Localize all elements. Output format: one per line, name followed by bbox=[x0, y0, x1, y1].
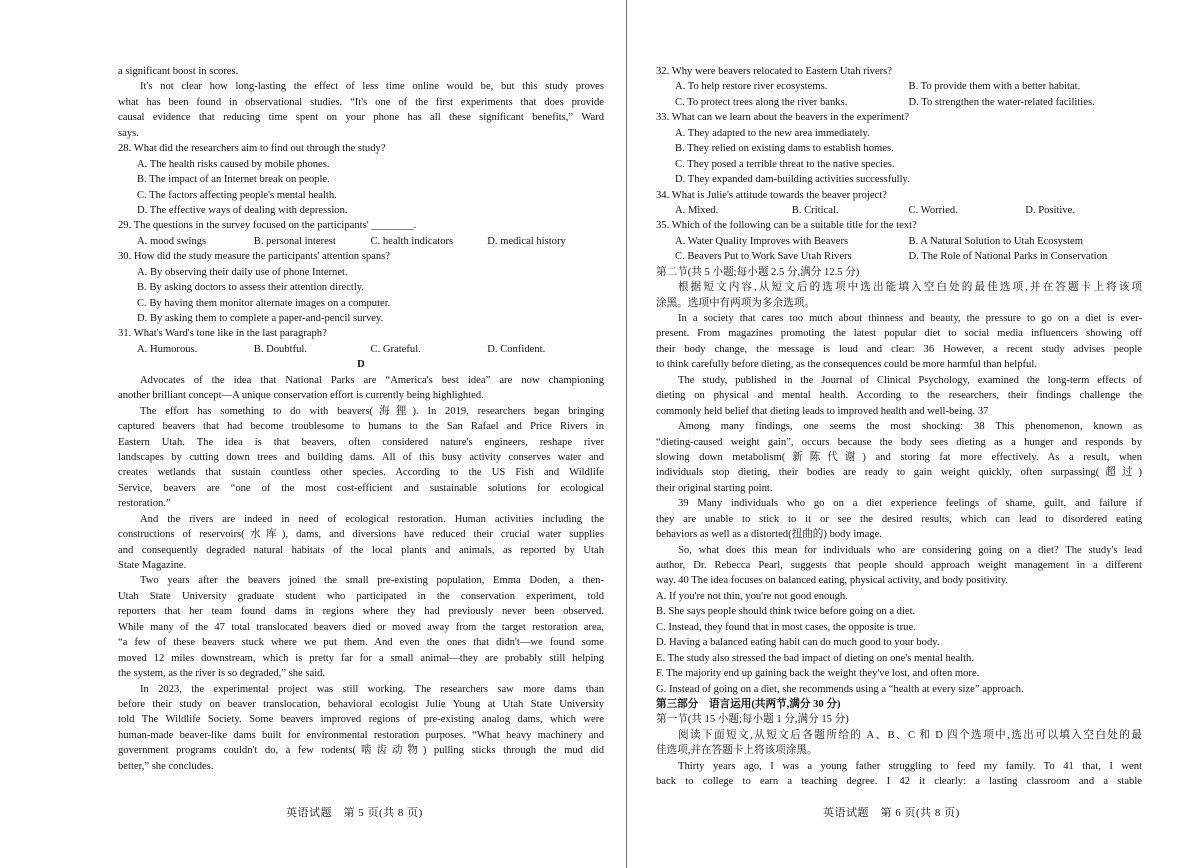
right-line: 32. Why were beavers relocated to Eastern Utah rivers? bbox=[656, 66, 893, 77]
left-line: human-made beaver-like dams built for environmental restoration purposes. “What heavy machinery and bbox=[118, 729, 604, 741]
right-line: 35. Which of the following can be a suitable title for the text? bbox=[656, 220, 917, 232]
right-line: their original starting point. bbox=[656, 482, 773, 494]
right-line: behaviors as well as a distorted(扭曲的) body image. bbox=[656, 529, 882, 541]
answer-option: D. To strengthen the water-related facilities. bbox=[908, 96, 1095, 108]
left-line: B. The impact of an Internet break on people. bbox=[137, 174, 330, 186]
right-line: Among many findings, one seems the most shocking: 38 This phenomenon, known as bbox=[678, 421, 1142, 433]
right-line: 第一节(共 15 小题;每小题 1 分,满分 15 分) bbox=[656, 714, 849, 726]
answer-option: D. medical history bbox=[487, 235, 566, 247]
answer-option: B. Doubtful. bbox=[253, 343, 308, 355]
left-line: While many of the 47 total translocated beavers died or moved away from the target restoration area, bbox=[118, 621, 604, 633]
left-option-row bbox=[118, 342, 604, 357]
left-line: better,” she concludes. bbox=[118, 760, 214, 772]
left-line: The effort has something to do with beavers(海狸). In 2019, researchers began bringing bbox=[140, 405, 604, 417]
left-line: Service, beavers are “one of the most cost-efficient and sustainable solutions for ecological bbox=[118, 482, 604, 494]
right-line: E. The study also stressed the bad impact of dieting on one's mental health. bbox=[656, 652, 974, 664]
left-line: causal evidence that reducing time spent on your phone has all these significant benefits,” Ward bbox=[118, 112, 604, 124]
left-line: A. The health risks caused by mobile phones. bbox=[137, 158, 330, 170]
right-option-row bbox=[656, 249, 1142, 264]
left-line: C. By having them monitor alternate images on a computer. bbox=[137, 297, 391, 309]
left-line: C. The factors affecting people's mental health. bbox=[137, 189, 337, 201]
right-line: way. 40 The idea focuses on balanced eating, physical activity, and body positivity. bbox=[656, 575, 1008, 587]
right-line: 第二节(共 5 小题;每小题 2.5 分,满分 12.5 分) bbox=[656, 266, 860, 278]
right-line: author, Dr. Rebecca Pearl, suggests that people should approach weight management in a different bbox=[656, 560, 1142, 571]
right-line: 根据短文内容,从短文后的选项中选出能填入空白处的最佳选项,并在答题卡上将该项 bbox=[678, 282, 1142, 294]
right-line: their body change, the message is loud and clear: 36 However, a recent study advises people bbox=[656, 343, 1142, 355]
answer-option: C. To protect trees along the river banks. bbox=[675, 96, 848, 108]
right-option-row bbox=[656, 203, 1142, 218]
answer-option: A. Water Quality Improves with Beavers bbox=[675, 235, 849, 247]
left-line: A. By observing their daily use of phone Internet. bbox=[137, 266, 348, 278]
answer-option: A. Mixed. bbox=[675, 204, 719, 216]
left-line: 30. How did the study measure the participants' attention spans? bbox=[118, 251, 390, 263]
right-line: 33. What can we learn about the beavers in the experiment? bbox=[656, 112, 910, 124]
left-line: creates wetlands that sustain countless other species. According to the US Fish and Wildlife bbox=[118, 467, 604, 479]
right-line: they are unable to stick to it or see the desired results, which can lead to disordered eating bbox=[656, 513, 1142, 525]
answer-option: A. mood swings bbox=[137, 235, 207, 247]
answer-option: D. Positive. bbox=[1025, 204, 1075, 216]
left-line: a significant boost in scores. bbox=[118, 66, 239, 77]
right-option-row bbox=[656, 95, 1142, 110]
right-line: D. They expanded dam-building activities successfully. bbox=[675, 174, 910, 186]
answer-option: C. Worried. bbox=[908, 204, 958, 216]
right-line: B. They relied on existing dams to establish homes. bbox=[675, 143, 894, 155]
page-divider bbox=[626, 0, 627, 868]
left-line: constructions of reservoirs(水库), dams, and diversions have reduced their crucial water supplies bbox=[118, 529, 604, 541]
left-line: the system, as the river is so degraded,” she said. bbox=[118, 668, 326, 680]
right-line: to think carefully before dieting, as the consequences could be more harmful than helpful. bbox=[656, 359, 1037, 371]
left-line: what has been found in observational studies. “It's one of the first experiments that does provide bbox=[118, 96, 604, 108]
left-option-row bbox=[118, 234, 604, 249]
left-line: D. The effective ways of dealing with depression. bbox=[137, 204, 348, 216]
right-line: 阅读下面短文,从短文后各题所给的 A、B、C 和 D 四个选项中,选出可以填入空白处的最 bbox=[678, 729, 1142, 741]
answer-option: A. Humorous. bbox=[137, 343, 198, 355]
left-line: 28. What did the researchers aim to find out through the study? bbox=[118, 143, 386, 155]
answer-option: B. Critical. bbox=[791, 204, 839, 216]
left-line: and consequently degraded natural habitats of the local plants and animals, as reported by Utah bbox=[118, 544, 604, 556]
left-line: Eastern Utah. The idea is that beavers, often considered nature's engineers, reshape river bbox=[118, 436, 604, 448]
left-line: government programs couldn't do, a few rodents(啮齿动物) pulling sticks through the mud did bbox=[118, 745, 604, 757]
right-line: 佳选项,并在答题卡上将该项涂黑。 bbox=[656, 745, 818, 757]
left-line: says. bbox=[118, 127, 139, 139]
page-6-column bbox=[656, 64, 1142, 790]
left-line: moved 12 miles downstream, which is pretty far for a small animal—they are probably still helping bbox=[118, 652, 604, 664]
answer-option: B. To provide them with a better habitat. bbox=[908, 81, 1081, 93]
right-line: So, what does this mean for individuals who are considering going on a diet? The study's lead bbox=[678, 544, 1142, 556]
right-line: back to college to earn a teaching degree. I 42 it clearly: a lasting classroom and a stable bbox=[656, 776, 1142, 788]
right-line: Thirty years ago, I was a young father struggling to feed my family. To 41 that, I went bbox=[678, 760, 1142, 772]
left-line: State Magazine. bbox=[118, 560, 187, 571]
left-line: In 2023, the experimental project was still working. The researchers saw more dams than bbox=[140, 683, 604, 695]
left-line: Advocates of the idea that National Parks are “America's best idea” are now championing bbox=[140, 374, 604, 386]
answer-option: C. Beavers Put to Work Save Utah Rivers bbox=[675, 251, 852, 263]
left-line: 31. What's Ward's tone like in the last paragraph? bbox=[118, 328, 327, 340]
left-line: reporters that her team found dams in regions where they had previously never been observed. bbox=[118, 606, 604, 618]
right-line: 34. What is Julie's attitude towards the beaver project? bbox=[656, 189, 887, 201]
right-line: slowing down metabolism(新陈代谢) and storing fat more effectively. As a result, when bbox=[656, 451, 1142, 463]
right-line: commonly held belief that dieting leads to improved health and well-being. 37 bbox=[656, 405, 989, 417]
right-line: present. From magazines promoting the latest popular diet to social media influencers showing off bbox=[656, 328, 1142, 340]
right-option-row bbox=[656, 79, 1142, 94]
page-5-column bbox=[118, 64, 604, 774]
left-line: before their study on beaver translocation, behavioral ecologist Julie Young at Utah State University bbox=[118, 698, 604, 710]
left-line: It's not clear how long-lasting the effect of less time online would be, but this study proves bbox=[140, 81, 604, 93]
right-line: 涂黑。选项中有两项为多余选项。 bbox=[656, 297, 815, 309]
left-line: restoration.” bbox=[118, 498, 171, 510]
page-6-footer: 英语试题 第 6 页(共 8 页) bbox=[823, 807, 960, 819]
left-line: “a few of these beavers stuck where we put them. And even the ones that didn't—we found some bbox=[118, 637, 604, 649]
right-line: A. If you're not thin, you're not good enough. bbox=[656, 590, 848, 602]
right-line: 第三部分 语言运用(共两节,满分 30 分) bbox=[656, 698, 841, 710]
answer-option: B. personal interest bbox=[253, 235, 336, 247]
right-line: dieting on physical and mental health. According to the researchers, their findings challenge the bbox=[656, 390, 1142, 402]
right-line: G. Instead of going on a diet, she recommends using a “health at every size” approach. bbox=[656, 683, 1024, 695]
answer-option: D. Confident. bbox=[487, 343, 546, 355]
left-line: D. By asking them to complete a paper-and-pencil survey. bbox=[137, 313, 384, 324]
right-line: individuals stop dieting, their bodies are ready to gain weight quickly, often surpassing(超过) bbox=[656, 467, 1142, 479]
right-line: D. Having a balanced eating habit can do much good to your body. bbox=[656, 637, 940, 649]
left-line: landscapes by cutting down trees and building dams. All of this busy activity conserves water and bbox=[118, 451, 604, 463]
left-line: Two years after the beavers joined the small pre-existing population, Emma Doden, a then- bbox=[140, 575, 604, 587]
page-5-footer: 英语试题 第 5 页(共 8 页) bbox=[286, 807, 423, 819]
right-line: A. They adapted to the new area immediately. bbox=[675, 127, 870, 139]
answer-option: C. Grateful. bbox=[370, 343, 421, 355]
left-line: D bbox=[357, 359, 365, 371]
right-line: C. Instead, they found that in most cases, the opposite is true. bbox=[656, 621, 916, 633]
left-line: B. By asking doctors to assess their attention directly. bbox=[137, 282, 365, 294]
left-line: told The Wildlife Society. Some beavers improved regions of pre-existing analog dams, which were bbox=[118, 714, 604, 726]
answer-option: A. To help restore river ecosystems. bbox=[675, 81, 828, 93]
left-line: Utah State University graduate student who participated in the conservation experiment, told bbox=[118, 590, 604, 602]
right-option-row bbox=[656, 234, 1142, 249]
right-line: 39 Many individuals who go on a diet experience feelings of shame, guilt, and failure if bbox=[678, 498, 1142, 510]
answer-option: C. health indicators bbox=[370, 235, 454, 247]
right-line: F. The majority end up gaining back the weight they've lost, and often more. bbox=[656, 668, 980, 680]
right-line: In a society that cares too much about thinness and beauty, the pressure to go on a diet is ever- bbox=[678, 313, 1142, 324]
right-line: The study, published in the Journal of Clinical Psychology, examined the long-term effects of bbox=[678, 374, 1142, 386]
left-line: captured beavers that had become troublesome to humans to the San Rafael and Price Rivers in bbox=[118, 421, 604, 433]
right-line: B. She says people should think twice before going on a diet. bbox=[656, 606, 916, 618]
left-line: And the rivers are indeed in need of ecological restoration. Human activities including the bbox=[140, 513, 604, 525]
left-line: another brilliant concept—A unique conservation effort is currently being highlighted. bbox=[118, 390, 484, 402]
right-line: C. They posed a terrible threat to the native species. bbox=[675, 158, 895, 170]
right-line: “dieting-caused weight gain”, occurs because the body sees dieting as a hunger and responds by bbox=[656, 436, 1142, 448]
left-line: 29. The questions in the survey focused on the participants' ________. bbox=[118, 220, 417, 232]
answer-option: D. The Role of National Parks in Conservation bbox=[908, 251, 1108, 263]
answer-option: B. A Natural Solution to Utah Ecosystem bbox=[908, 235, 1083, 247]
